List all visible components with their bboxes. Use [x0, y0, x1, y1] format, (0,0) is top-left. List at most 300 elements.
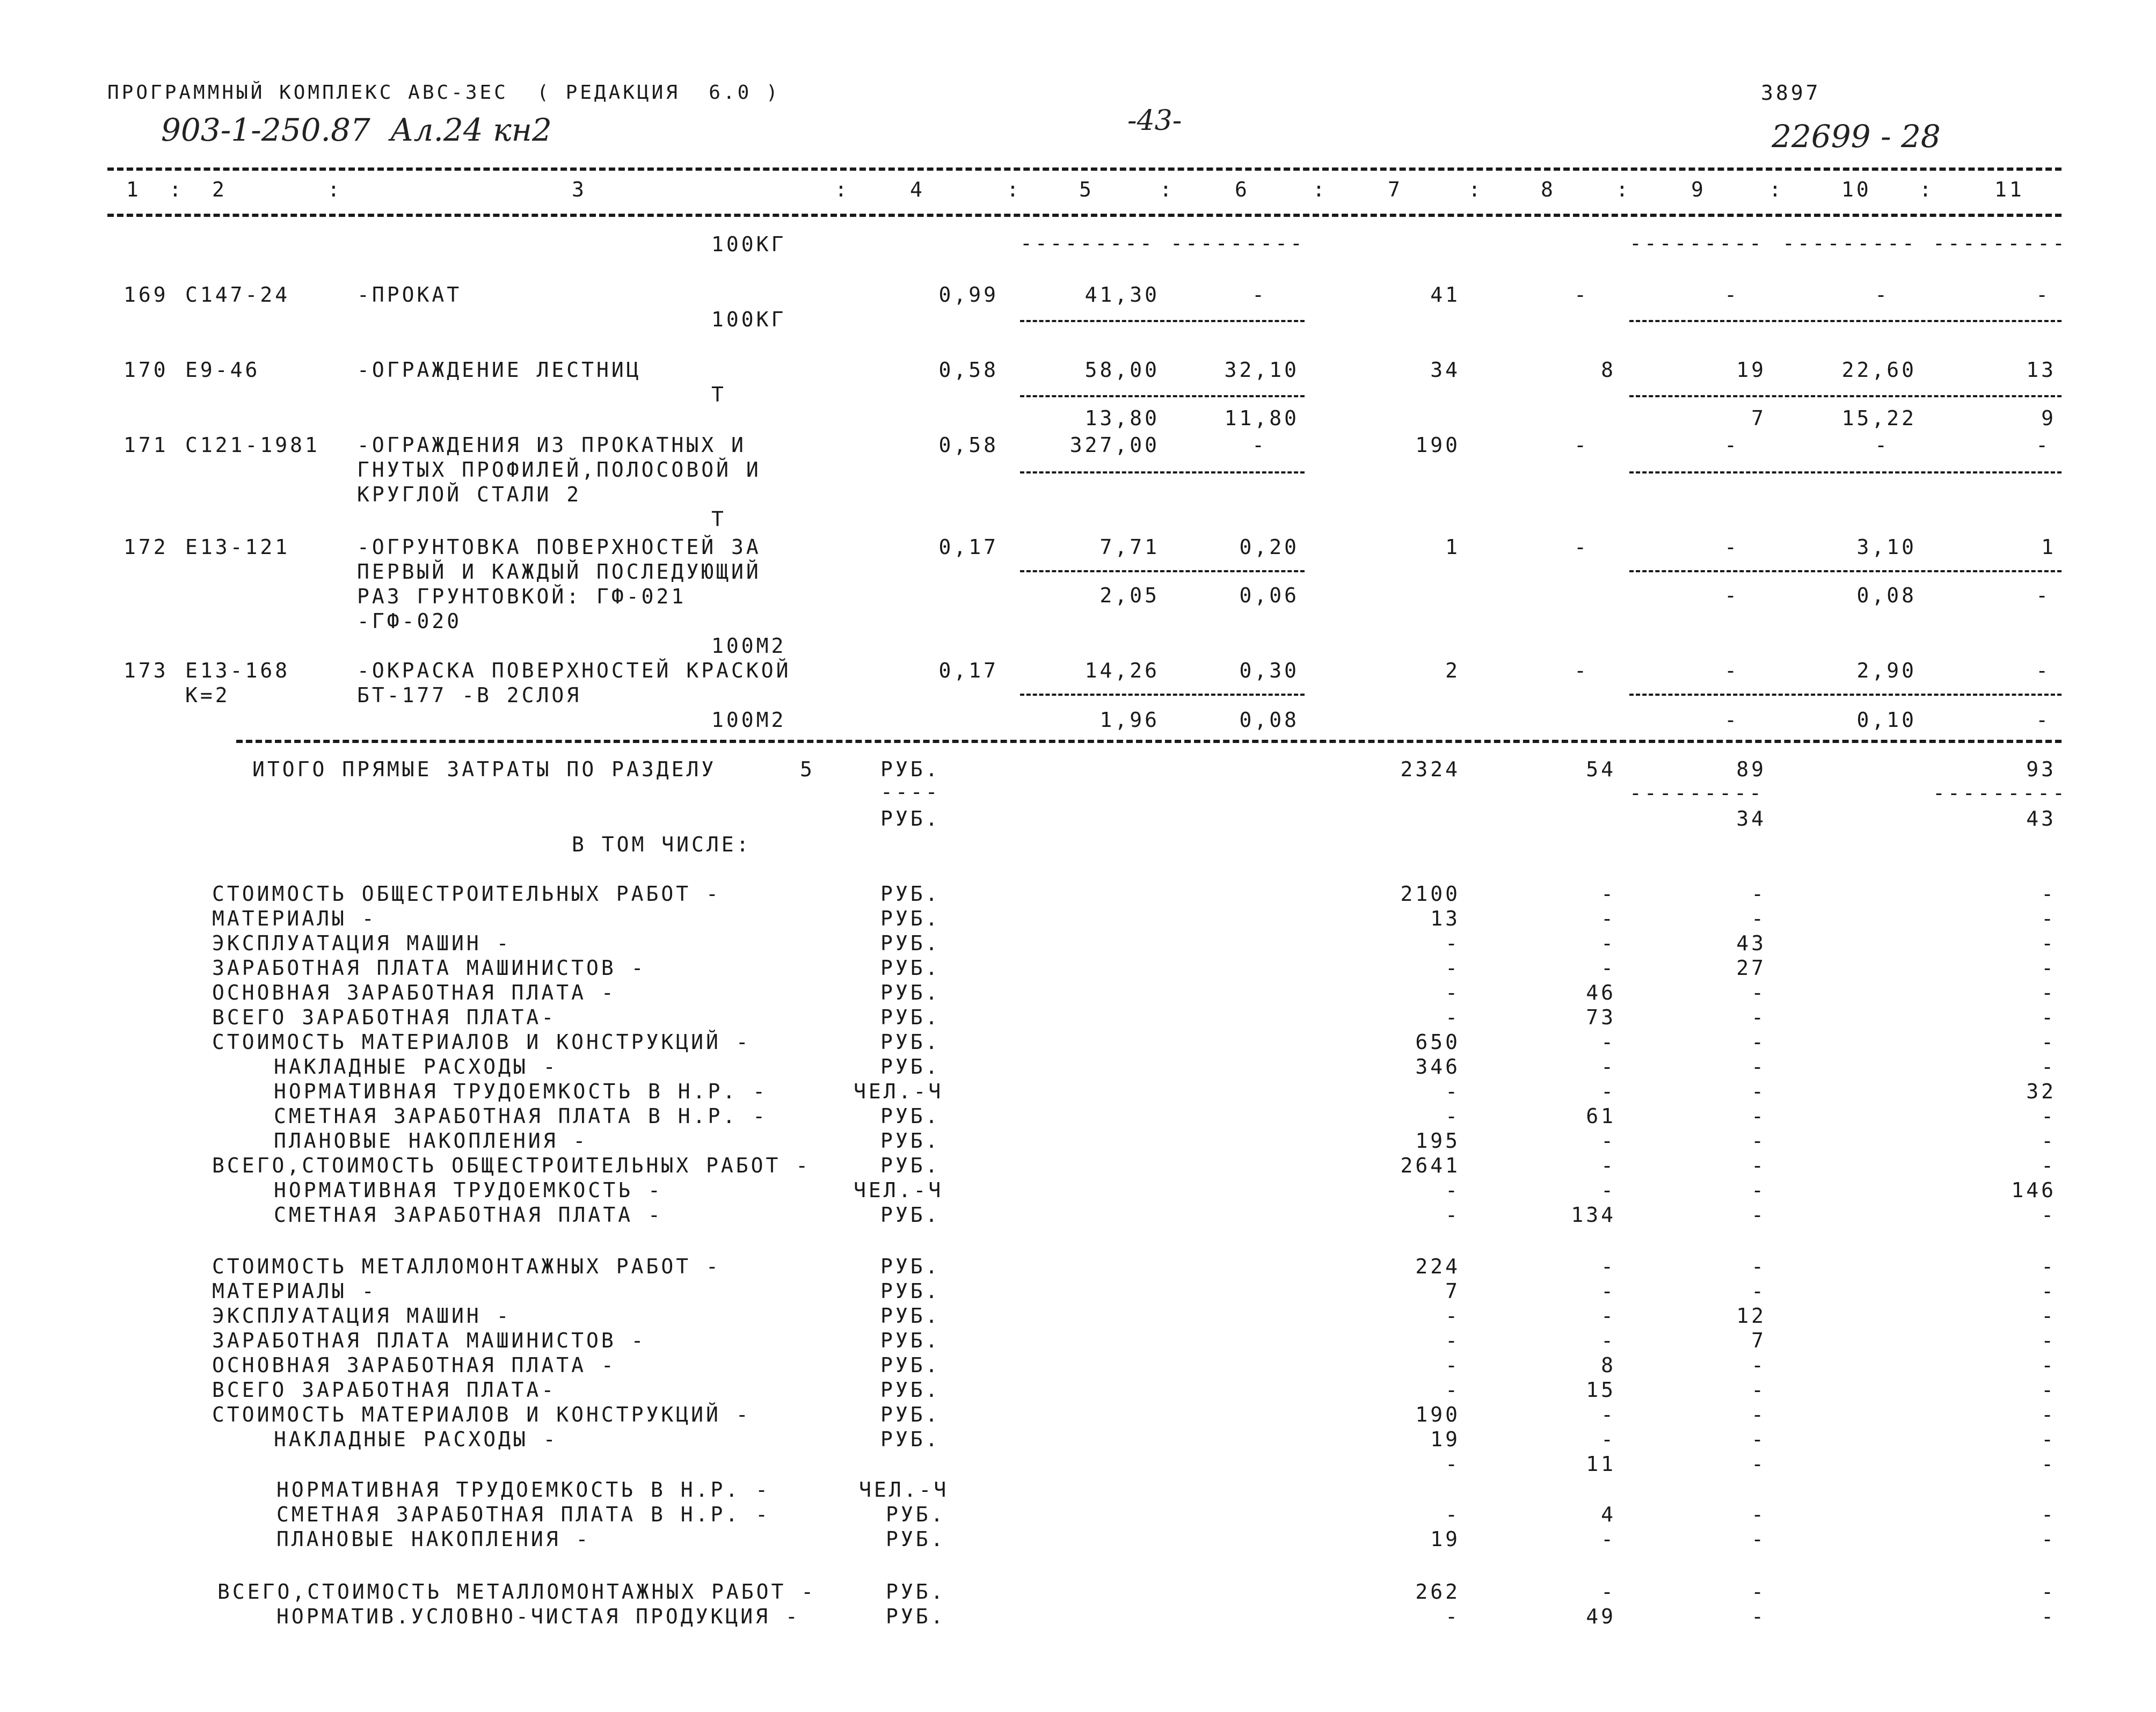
- col-header-1: 1: [126, 178, 141, 201]
- item-label: НОРМАТИВНАЯ ТРУДОЕМКОСТЬ В Н.Р. -: [276, 1478, 770, 1502]
- cell-col8: -: [1601, 1279, 1616, 1303]
- item-unit: РУБ.: [880, 1427, 941, 1451]
- item-unit: ЧЕЛ.-Ч: [854, 1178, 944, 1202]
- cell-col9: 89: [1736, 757, 1766, 781]
- cell-col11: -: [2036, 659, 2051, 682]
- cell-col7: -: [1445, 956, 1460, 980]
- item-unit: РУБ.: [886, 1605, 946, 1628]
- cell-col7: 19: [1430, 1427, 1460, 1451]
- cell-col9: 7: [1751, 1329, 1766, 1352]
- col-sep: :: [169, 178, 184, 201]
- cell-separator: [1020, 320, 1305, 322]
- cell-col8: -: [1574, 433, 1589, 457]
- cell-col7: 650: [1415, 1030, 1460, 1054]
- item-unit: РУБ.: [880, 907, 941, 930]
- cell-col8: 61: [1586, 1104, 1616, 1128]
- cell-col5: 41,30: [1084, 283, 1160, 307]
- total-section-number: 5: [800, 757, 815, 781]
- col-header-7: 7: [1388, 178, 1403, 201]
- cell-col6: 11,80: [1224, 406, 1299, 430]
- cell-col11: -: [2041, 1403, 2056, 1426]
- cell-col8: -: [1601, 1329, 1616, 1352]
- cell-col8: 46: [1586, 981, 1616, 1004]
- handwritten-doc-number: 22699 - 28: [1772, 118, 1941, 155]
- cell-col11: 32: [2026, 1080, 2056, 1103]
- cell-col11: 1: [2041, 535, 2056, 559]
- cell-col6: -: [1252, 433, 1267, 457]
- cell-col9: -: [1751, 1527, 1766, 1551]
- cell-col5: 14,26: [1084, 659, 1160, 682]
- total-unit: РУБ.: [880, 807, 941, 830]
- unit-separator: ----: [880, 780, 941, 804]
- item-unit: РУБ.: [880, 1329, 941, 1352]
- cell-col7: -: [1445, 931, 1460, 955]
- cell-col9: 12: [1736, 1304, 1766, 1328]
- item-label: НОРМАТИВНАЯ ТРУДОЕМКОСТЬ -: [274, 1178, 663, 1202]
- cell-col9: -: [1724, 659, 1739, 682]
- item-label: НАКЛАДНЫЕ РАСХОДЫ -: [274, 1427, 558, 1451]
- cell-separator: [1020, 570, 1305, 572]
- cell-col8: 15: [1586, 1378, 1616, 1402]
- cell-col7: 41: [1430, 283, 1460, 307]
- cell-col8: -: [1601, 1030, 1616, 1054]
- row-name-line: -ОГРУНТОВКА ПОВЕРХНОСТЕЙ ЗА: [357, 535, 761, 559]
- cell-separator: [1629, 395, 2062, 397]
- cell-col8: -: [1601, 1527, 1616, 1551]
- total-unit: РУБ.: [880, 757, 941, 781]
- including-label: В ТОМ ЧИСЛЕ:: [572, 833, 752, 856]
- header-top-rule: [107, 167, 2062, 171]
- cell-col9: -: [1751, 1605, 1766, 1628]
- header-bottom-rule: [107, 214, 2062, 217]
- separator-cell: ---------: [1933, 781, 2067, 805]
- cell-col11: -: [2041, 1580, 2056, 1604]
- cell-col4: 0,58: [938, 433, 999, 457]
- cell-col7: -: [1445, 1104, 1460, 1128]
- cell-col7: 7: [1445, 1279, 1460, 1303]
- cell-col8: 8: [1601, 1353, 1616, 1377]
- cell-col8: 8: [1601, 358, 1616, 382]
- item-label: СМЕТНАЯ ЗАРАБОТНАЯ ПЛАТА В Н.Р. -: [276, 1503, 770, 1526]
- cell-col9: -: [1751, 981, 1766, 1004]
- item-label: СТОИМОСТЬ ОБЩЕСТРОИТЕЛЬНЫХ РАБОТ -: [212, 882, 721, 906]
- cell-col11: -: [2041, 1605, 2056, 1628]
- col-sep: :: [1769, 178, 1784, 201]
- cell-col8: 49: [1586, 1605, 1616, 1628]
- separator-cell: ---------: [1170, 231, 1305, 255]
- cell-col9: -: [1751, 1080, 1766, 1103]
- cell-col11: -: [2041, 1304, 2056, 1328]
- cell-col11: -: [2036, 433, 2051, 457]
- cell-col6: 0,30: [1239, 659, 1299, 682]
- item-unit: РУБ.: [880, 1203, 941, 1227]
- cell-col4: 0,17: [938, 659, 999, 682]
- separator-cell: ---------: [1629, 231, 1764, 255]
- unit-cell: 100М2: [711, 634, 786, 658]
- col-header-5: 5: [1079, 178, 1094, 201]
- col-sep: :: [1616, 178, 1631, 201]
- item-label: ПЛАНОВЫЕ НАКОПЛЕНИЯ -: [274, 1129, 588, 1153]
- cell-col7: -: [1445, 1353, 1460, 1377]
- item-label: НОРМАТИВ.УСЛОВНО-ЧИСТАЯ ПРОДУКЦИЯ -: [276, 1605, 800, 1628]
- cell-col8: 54: [1586, 757, 1616, 781]
- cell-col11: -: [2041, 1055, 2056, 1079]
- cell-col5: 2,05: [1099, 584, 1160, 607]
- cell-col9: -: [1751, 1378, 1766, 1402]
- item-label: ОСНОВНАЯ ЗАРАБОТНАЯ ПЛАТА -: [212, 1353, 616, 1377]
- cell-col7: -: [1445, 1304, 1460, 1328]
- row-name: -ПРОКАТ: [357, 283, 462, 307]
- cell-col10: 2,90: [1856, 659, 1917, 682]
- cell-col7: 2: [1445, 659, 1460, 682]
- cell-col11: -: [2041, 1203, 2056, 1227]
- cell-col11: -: [2036, 708, 2051, 732]
- item-label: СМЕТНАЯ ЗАРАБОТНАЯ ПЛАТА В Н.Р. -: [274, 1104, 768, 1128]
- cell-col5: 327,00: [1069, 433, 1160, 457]
- cell-col8: -: [1574, 659, 1589, 682]
- item-label: МАТЕРИАЛЫ -: [212, 1279, 377, 1303]
- item-label: СТОИМОСТЬ МЕТАЛЛОМОНТАЖНЫХ РАБОТ -: [212, 1255, 721, 1278]
- cell-separator: [1629, 570, 2062, 572]
- cell-col11: -: [2041, 1329, 2056, 1352]
- separator-cell: ---------: [1782, 231, 1917, 255]
- cell-col9: -: [1724, 283, 1739, 307]
- cell-col10: 0,08: [1856, 584, 1917, 607]
- unit-cell: 100КГ: [711, 308, 786, 331]
- cell-col5: 58,00: [1084, 358, 1160, 382]
- cell-col7: -: [1445, 1605, 1460, 1628]
- item-unit: РУБ.: [880, 981, 941, 1004]
- col-header-10: 10: [1841, 178, 1871, 201]
- cell-col5: 13,80: [1084, 406, 1160, 430]
- separator-cell: ---------: [1629, 781, 1764, 805]
- col-sep: :: [327, 178, 343, 201]
- col-header-4: 4: [910, 178, 925, 201]
- row-code-coefficient: К=2: [185, 683, 230, 707]
- cell-col8: -: [1601, 882, 1616, 906]
- item-unit: РУБ.: [880, 1304, 941, 1328]
- item-label: ЗАРАБОТНАЯ ПЛАТА МАШИНИСТОВ -: [212, 1329, 646, 1352]
- cell-col9: -: [1751, 882, 1766, 906]
- cell-col9: -: [1751, 1203, 1766, 1227]
- cell-col11: -: [2041, 1030, 2056, 1054]
- cell-col11: -: [2041, 1503, 2056, 1526]
- cell-col8: -: [1574, 283, 1589, 307]
- item-label: СТОИМОСТЬ МАТЕРИАЛОВ И КОНСТРУКЦИЙ -: [212, 1030, 751, 1054]
- cell-col10: -: [1875, 433, 1890, 457]
- cell-col4: 0,58: [938, 358, 999, 382]
- cell-col11: 13: [2026, 358, 2056, 382]
- cell-col8: 73: [1586, 1006, 1616, 1029]
- cell-col9: -: [1751, 1030, 1766, 1054]
- col-sep: :: [1007, 178, 1022, 201]
- row-code: Е13-168: [185, 659, 290, 682]
- cell-col10: 22,60: [1841, 358, 1917, 382]
- cell-col11: -: [2041, 1255, 2056, 1278]
- item-label: НОРМАТИВНАЯ ТРУДОЕМКОСТЬ В Н.Р. -: [274, 1080, 768, 1103]
- cell-col11: -: [2041, 1129, 2056, 1153]
- cell-col8: 11: [1586, 1452, 1616, 1476]
- unit-cell: 100М2: [711, 708, 786, 732]
- cell-col7: 34: [1430, 358, 1460, 382]
- row-code: Е9-46: [185, 358, 260, 382]
- item-unit: РУБ.: [886, 1503, 946, 1526]
- cell-col9: 43: [1736, 931, 1766, 955]
- cell-col11: -: [2041, 1279, 2056, 1303]
- cell-col9: -: [1751, 1279, 1766, 1303]
- col-sep: :: [835, 178, 850, 201]
- item-label: ПЛАНОВЫЕ НАКОПЛЕНИЯ -: [276, 1527, 591, 1551]
- cell-col8: -: [1601, 1255, 1616, 1278]
- col-header-3: 3: [572, 178, 587, 201]
- cell-col9: -: [1751, 1129, 1766, 1153]
- row-name-line: БТ-177 -В 2СЛОЯ: [357, 683, 582, 707]
- cell-col10: 15,22: [1841, 406, 1917, 430]
- cell-col4: 0,17: [938, 535, 999, 559]
- item-unit: РУБ.: [880, 1279, 941, 1303]
- row-id: 171: [123, 433, 169, 457]
- row-name-line: КРУГЛОЙ СТАЛИ 2: [357, 483, 582, 506]
- cell-col7: 346: [1415, 1055, 1460, 1079]
- cell-col6: 32,10: [1224, 358, 1299, 382]
- cell-separator: [1020, 395, 1305, 397]
- row-name-line: -ГФ-020: [357, 609, 462, 633]
- cell-col7: 2324: [1400, 757, 1460, 781]
- cell-col9: 19: [1736, 358, 1766, 382]
- cell-col7: 195: [1415, 1129, 1460, 1153]
- cell-col7: -: [1445, 1503, 1460, 1526]
- cell-col11: -: [2036, 584, 2051, 607]
- cell-col9: -: [1751, 1580, 1766, 1604]
- col-header-9: 9: [1691, 178, 1706, 201]
- item-unit: РУБ.: [880, 1129, 941, 1153]
- cell-col9: -: [1751, 1055, 1766, 1079]
- cell-col8: -: [1601, 1403, 1616, 1426]
- row-name-line: ГНУТЫХ ПРОФИЛЕЙ,ПОЛОСОВОЙ И: [357, 458, 761, 482]
- cell-separator: [1629, 320, 2062, 322]
- cell-col9: -: [1724, 433, 1739, 457]
- cell-col11: -: [2041, 956, 2056, 980]
- cell-col11: -: [2041, 1154, 2056, 1177]
- cell-col8: -: [1601, 1129, 1616, 1153]
- cell-col8: -: [1601, 1178, 1616, 1202]
- cell-col7: 13: [1430, 907, 1460, 930]
- col-sep: :: [1919, 178, 1934, 201]
- cell-col11: -: [2041, 1378, 2056, 1402]
- cell-col9: 34: [1736, 807, 1766, 830]
- cell-separator: [1020, 471, 1305, 473]
- item-label: ВСЕГО ЗАРАБОТНАЯ ПЛАТА-: [212, 1006, 557, 1029]
- row-name-line: РАЗ ГРУНТОВКОЙ: ГФ-021: [357, 585, 687, 608]
- cell-col6: 0,06: [1239, 584, 1299, 607]
- cell-col10: 3,10: [1856, 535, 1917, 559]
- doc-number-top: 3897: [1761, 81, 1821, 105]
- row-code: Е13-121: [185, 535, 290, 559]
- item-unit: РУБ.: [880, 956, 941, 980]
- cell-separator: [1629, 694, 2062, 696]
- col-sep: :: [1160, 178, 1175, 201]
- cell-col8: -: [1601, 931, 1616, 955]
- item-unit: РУБ.: [880, 931, 941, 955]
- row-code: С147-24: [185, 283, 290, 307]
- cell-col8: 134: [1571, 1203, 1616, 1227]
- cell-col9: 27: [1736, 956, 1766, 980]
- cell-col11: -: [2041, 1452, 2056, 1476]
- cell-col5: 1,96: [1099, 708, 1160, 732]
- item-label: НАКЛАДНЫЕ РАСХОДЫ -: [274, 1055, 558, 1079]
- cell-col7: -: [1445, 1178, 1460, 1202]
- row-id: 173: [123, 659, 169, 682]
- row-id: 170: [123, 358, 169, 382]
- item-label: ВСЕГО,СТОИМОСТЬ МЕТАЛЛОМОНТАЖНЫХ РАБОТ -: [217, 1580, 817, 1604]
- cell-col7: -: [1445, 1080, 1460, 1103]
- col-sep: :: [1468, 178, 1483, 201]
- cell-col8: -: [1574, 535, 1589, 559]
- row-name-line: -ОКРАСКА ПОВЕРХНОСТЕЙ КРАСКОЙ: [357, 659, 791, 682]
- cell-col7: -: [1445, 1203, 1460, 1227]
- item-unit: РУБ.: [880, 1403, 941, 1426]
- page-number: -43-: [1127, 105, 1182, 137]
- item-label: МАТЕРИАЛЫ -: [212, 907, 377, 930]
- row-name-line: ПЕРВЫЙ И КАЖДЫЙ ПОСЛЕДУЮЩИЙ: [357, 560, 761, 584]
- item-label: ЭКСПЛУАТАЦИЯ МАШИН -: [212, 931, 512, 955]
- cell-col9: -: [1751, 907, 1766, 930]
- cell-col9: -: [1724, 584, 1739, 607]
- cell-col5: 7,71: [1099, 535, 1160, 559]
- cell-col8: -: [1601, 907, 1616, 930]
- cell-col9: -: [1751, 1104, 1766, 1128]
- item-unit: ЧЕЛ.-Ч: [859, 1478, 949, 1502]
- cell-col11: -: [2041, 981, 2056, 1004]
- total-label: ИТОГО ПРЯМЫЕ ЗАТРАТЫ ПО РАЗДЕЛУ: [252, 757, 717, 781]
- item-label: ОСНОВНАЯ ЗАРАБОТНАЯ ПЛАТА -: [212, 981, 616, 1004]
- cell-col4: 0,99: [938, 283, 999, 307]
- item-unit: РУБ.: [880, 882, 941, 906]
- item-unit: РУБ.: [880, 1006, 941, 1029]
- unit-cell: Т: [711, 383, 726, 406]
- row-code: С121-1981: [185, 433, 320, 457]
- col-header-2: 2: [212, 178, 227, 201]
- item-unit: РУБ.: [880, 1154, 941, 1177]
- section-rule: [236, 740, 2062, 743]
- cell-col10: 0,10: [1856, 708, 1917, 732]
- cell-col9: -: [1751, 1427, 1766, 1451]
- item-unit: РУБ.: [880, 1030, 941, 1054]
- cell-col8: -: [1601, 1080, 1616, 1103]
- cell-col11: 93: [2026, 757, 2056, 781]
- cell-col11: 9: [2041, 406, 2056, 430]
- cell-col7: -: [1445, 1329, 1460, 1352]
- cell-col9: -: [1724, 535, 1739, 559]
- item-label: ВСЕГО,СТОИМОСТЬ ОБЩЕСТРОИТЕЛЬНЫХ РАБОТ -: [212, 1154, 811, 1177]
- row-name-line: -ОГРАЖДЕНИЯ ИЗ ПРОКАТНЫХ И: [357, 433, 746, 457]
- item-unit: РУБ.: [880, 1104, 941, 1128]
- col-header-6: 6: [1235, 178, 1250, 201]
- cell-col9: -: [1751, 1255, 1766, 1278]
- item-label: ВСЕГО ЗАРАБОТНАЯ ПЛАТА-: [212, 1378, 557, 1402]
- cell-col7: 190: [1415, 433, 1460, 457]
- cell-col7: 262: [1415, 1580, 1460, 1604]
- cell-col7: -: [1445, 1378, 1460, 1402]
- cell-separator: [1629, 471, 2062, 473]
- item-label: ЗАРАБОТНАЯ ПЛАТА МАШИНИСТОВ -: [212, 956, 646, 980]
- item-label: СМЕТНАЯ ЗАРАБОТНАЯ ПЛАТА -: [274, 1203, 663, 1227]
- cell-col11: -: [2041, 1427, 2056, 1451]
- cell-col11: -: [2041, 882, 2056, 906]
- cell-col9: -: [1751, 1178, 1766, 1202]
- cell-col7: 1: [1445, 535, 1460, 559]
- cell-col7: -: [1445, 981, 1460, 1004]
- handwritten-doc-reference: 903-1-250.87 Ал.24 кн2: [161, 112, 552, 148]
- cell-col11: 43: [2026, 807, 2056, 830]
- item-unit: РУБ.: [880, 1378, 941, 1402]
- col-sep: :: [1313, 178, 1328, 201]
- cell-col7: -: [1445, 1452, 1460, 1476]
- cell-col9: 7: [1751, 406, 1766, 430]
- separator-cell: ---------: [1020, 231, 1155, 255]
- item-unit: РУБ.: [886, 1580, 946, 1604]
- row-id: 172: [123, 535, 169, 559]
- cell-col9: -: [1751, 1353, 1766, 1377]
- cell-col8: -: [1601, 956, 1616, 980]
- cell-col6: -: [1252, 283, 1267, 307]
- item-unit: РУБ.: [880, 1353, 941, 1377]
- cell-col10: -: [1875, 283, 1890, 307]
- program-title: ПРОГРАММНЫЙ КОМПЛЕКС АВС-3ЕС ( РЕДАКЦИЯ 6.0 ): [107, 82, 781, 104]
- item-unit: ЧЕЛ.-Ч: [854, 1080, 944, 1103]
- cell-col7: 224: [1415, 1255, 1460, 1278]
- row-id: 169: [123, 283, 169, 307]
- cell-col7: -: [1445, 1006, 1460, 1029]
- separator-cell: ---------: [1933, 231, 2067, 255]
- cell-col9: -: [1724, 708, 1739, 732]
- cell-col8: -: [1601, 1055, 1616, 1079]
- cell-col11: -: [2041, 1006, 2056, 1029]
- cell-col11: 146: [2011, 1178, 2056, 1202]
- item-label: СТОИМОСТЬ МАТЕРИАЛОВ И КОНСТРУКЦИЙ -: [212, 1403, 751, 1426]
- cell-col6: 0,20: [1239, 535, 1299, 559]
- item-label: ЭКСПЛУАТАЦИЯ МАШИН -: [212, 1304, 512, 1328]
- cell-col11: -: [2041, 1104, 2056, 1128]
- row-name: -ОГРАЖДЕНИЕ ЛЕСТНИЦ: [357, 358, 642, 382]
- col-header-11: 11: [1994, 178, 2024, 201]
- item-unit: РУБ.: [886, 1527, 946, 1551]
- cell-col6: 0,08: [1239, 708, 1299, 732]
- cell-col8: -: [1601, 1304, 1616, 1328]
- cell-col11: -: [2041, 1353, 2056, 1377]
- cell-col7: 19: [1430, 1527, 1460, 1551]
- cell-col8: -: [1601, 1427, 1616, 1451]
- unit-cell: 100КГ: [711, 232, 786, 256]
- cell-col9: -: [1751, 1503, 1766, 1526]
- cell-col9: -: [1751, 1452, 1766, 1476]
- cell-col11: -: [2036, 283, 2051, 307]
- cell-col8: -: [1601, 1154, 1616, 1177]
- cell-col7: 2100: [1400, 882, 1460, 906]
- cell-col8: -: [1601, 1580, 1616, 1604]
- cell-col8: 4: [1601, 1503, 1616, 1526]
- cell-col9: -: [1751, 1006, 1766, 1029]
- item-unit: РУБ.: [880, 1255, 941, 1278]
- cell-col11: -: [2041, 931, 2056, 955]
- cell-col11: -: [2041, 907, 2056, 930]
- cell-separator: [1020, 694, 1305, 696]
- cell-col7: 190: [1415, 1403, 1460, 1426]
- cell-col7: 2641: [1400, 1154, 1460, 1177]
- item-unit: РУБ.: [880, 1055, 941, 1079]
- unit-cell: Т: [711, 507, 726, 531]
- col-header-8: 8: [1541, 178, 1556, 201]
